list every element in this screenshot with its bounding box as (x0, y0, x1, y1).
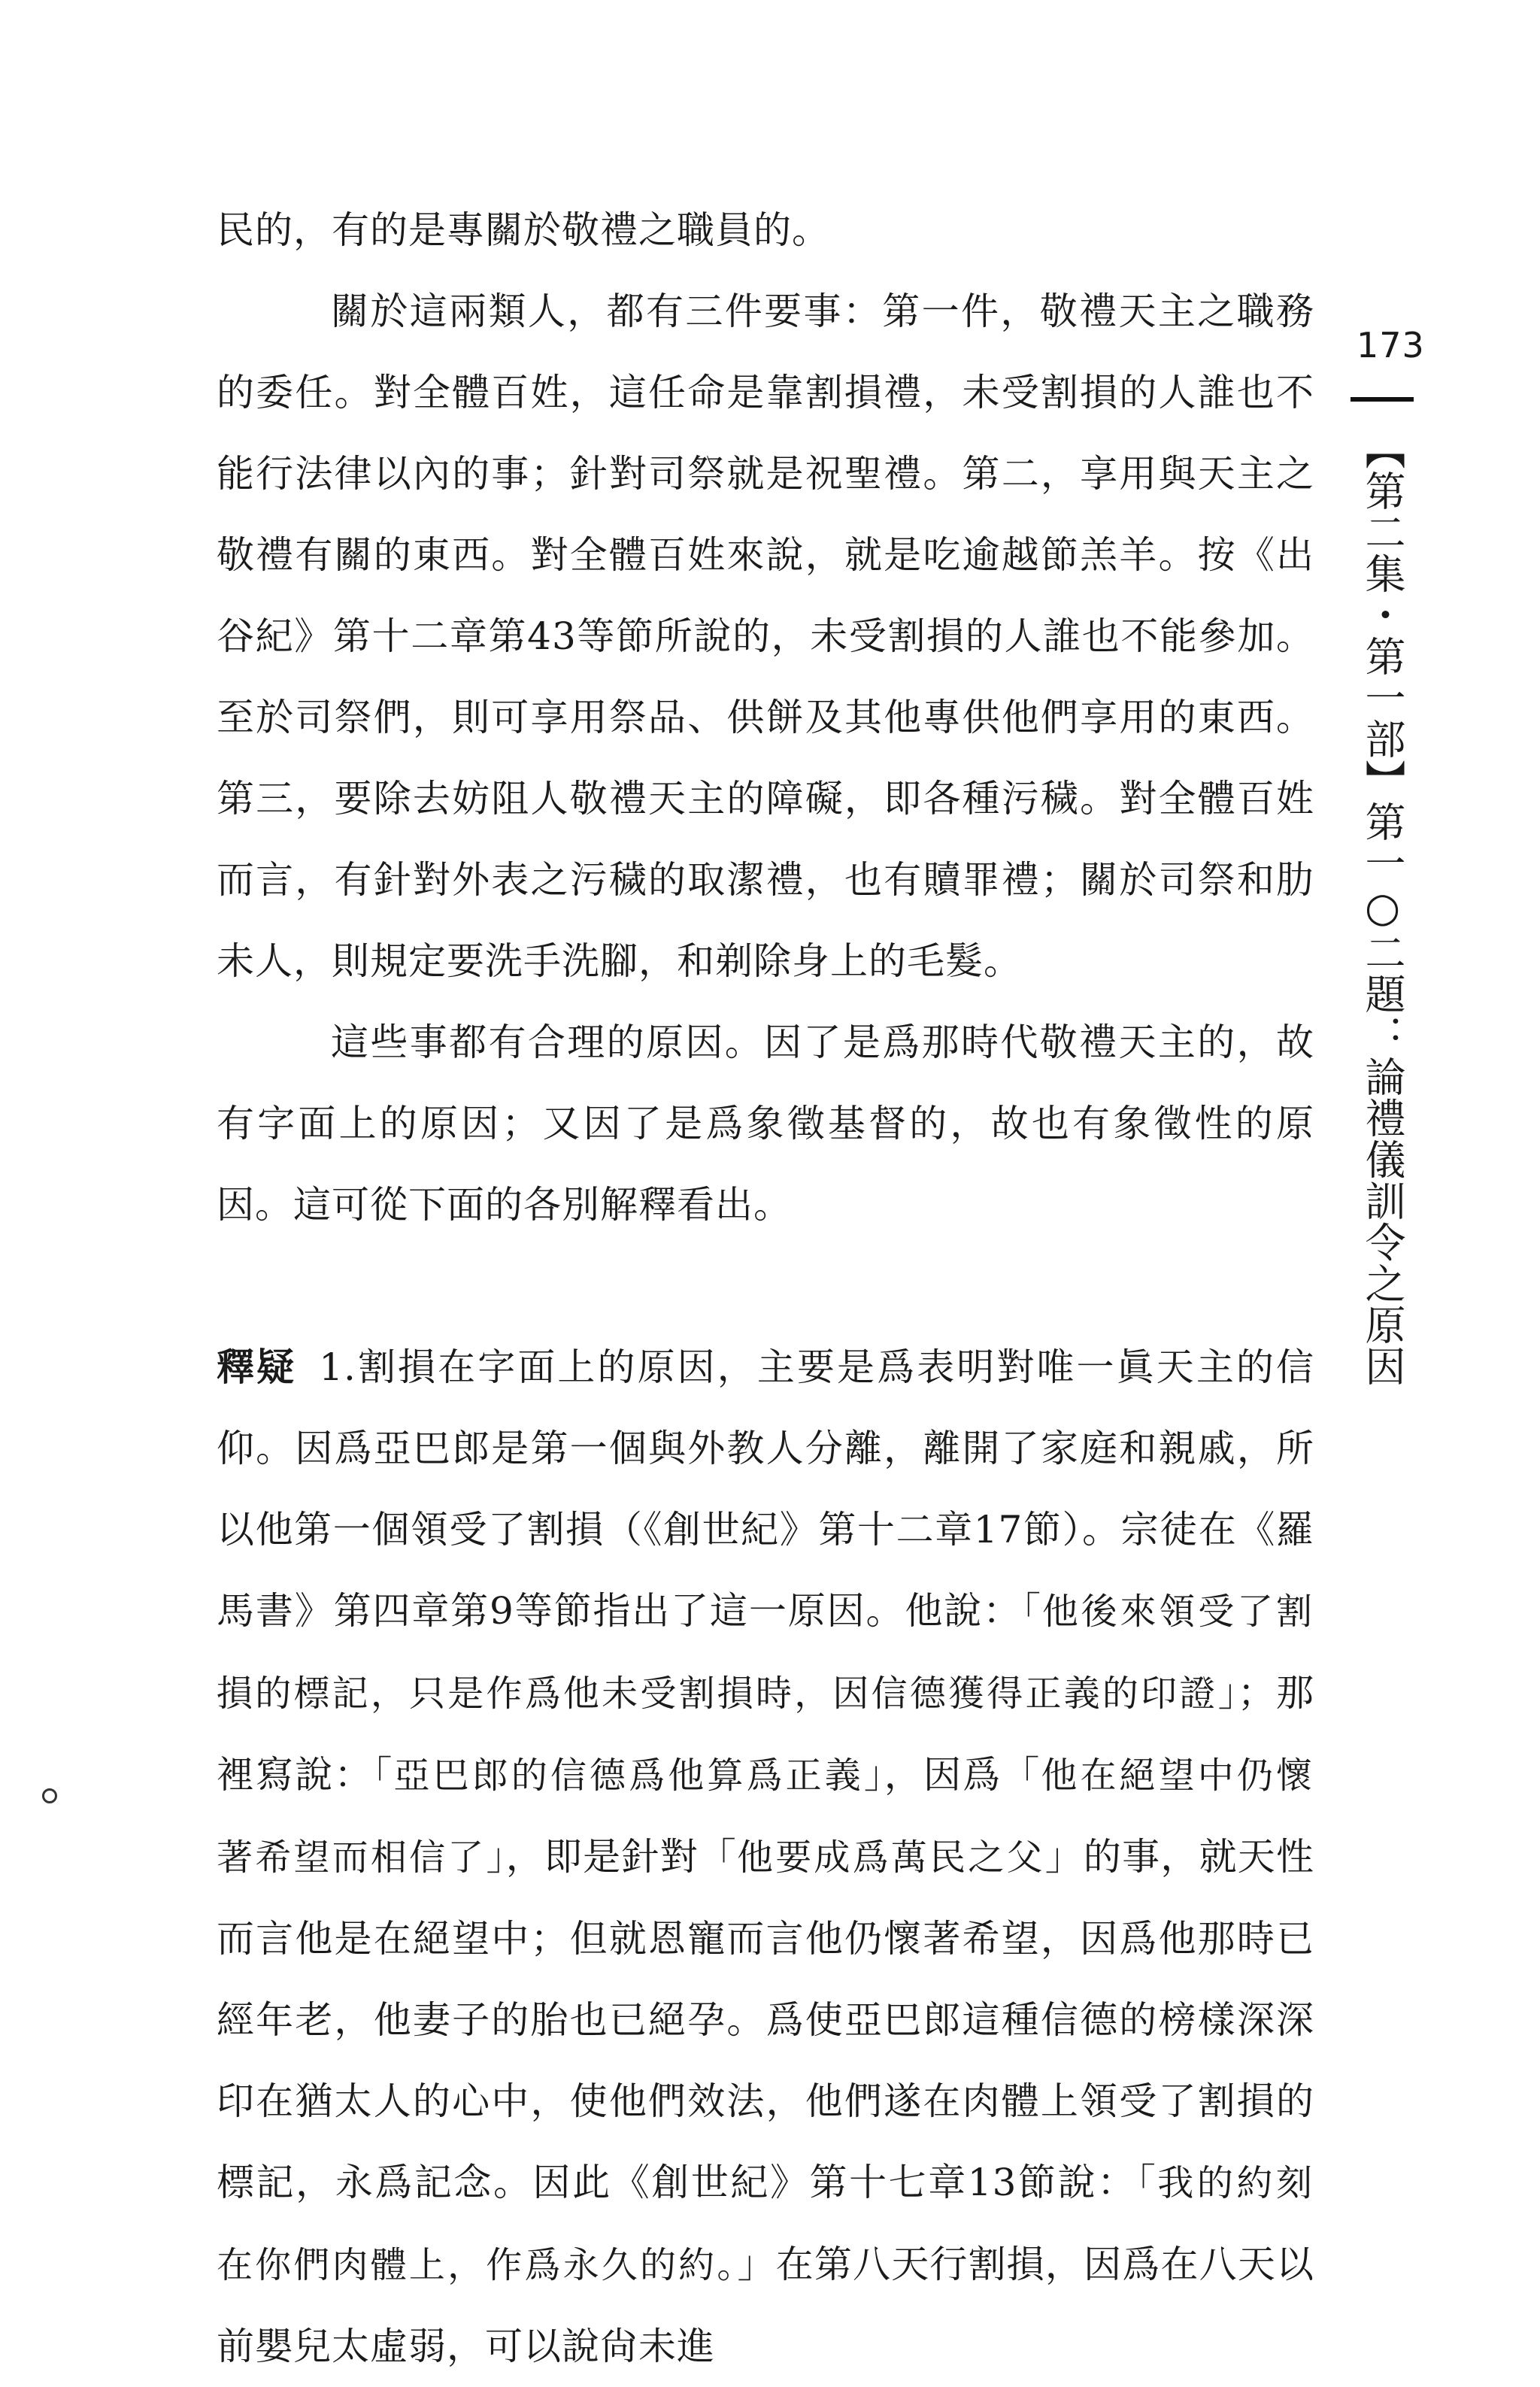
paragraph-gap (217, 1245, 1314, 1327)
reply-text: 」；那裡寫說：「 (217, 1671, 1314, 1797)
quote-hope-believed: 他在絕望中仍懷著希望而相信了 (217, 1755, 1314, 1879)
paragraph-continuation: 民的，有的是專關於敬禮之職員的。 (217, 208, 830, 252)
scan-speck (42, 1788, 57, 1803)
quote-father-of-nations: 他要成爲萬民之父 (737, 1837, 1045, 1879)
page-number: 173 (1357, 325, 1425, 365)
reply-text: 1.割損在字面上的原因，主要是爲表明對唯一眞天主的信仰。因爲亞巴郎是第一個與外教人分離，離開了家庭和親戚，所以他第一個領受了割損（《創世紀》第十二章17節）。宗徒在《羅馬書》第四章第9等節指出了這一原因。他說：「 (217, 1345, 1314, 1633)
reply-label: 釋疑 (217, 1345, 297, 1389)
paragraph-three-matters: 關於這兩類人，都有三件要事：第一件，敬禮天主之職務的委任。對全體百姓，這任命是靠割損禮，未受割損的人誰也不能行法律以內的事；針對司祭就是祝聖禮。第二，享用與天主之敬禮有關的東西。對全體百姓來說，就是吃逾越節羔羊。按《出谷紀》第十二章第43等節所說的，未受割損的人誰也不能參加。至於司祭們，則可享用祭品、供餅及其他專供他們享用的東西。第三，要除去妨阻人敬禮天主的障礙，即各種污穢。對全體百姓而言，有針對外表之污穢的取潔禮，也有贖罪禮；關於司祭和肋未人，則規定要洗手洗腳，和剃除身上的毛髮。 (217, 290, 1314, 983)
header-rule (1351, 397, 1414, 402)
body-text (217, 190, 1314, 2387)
quote-covenant-flesh: 我的約刻在你們肉體上，作爲永久的約。 (217, 2162, 1314, 2286)
reply-text: 」，因爲「 (863, 1753, 1041, 1797)
reply-text: 」的事，就天性而言他是在絕望中；但就恩寵而言他仍懷著希望，因爲他那時已經年老，他妻子的胎也已絕孕。爲使亞巴郎這種信德的榜樣深深印在猶太人的心中，使他們效法，他們遂在肉體上領受了割損的標記，永爲記念。因此《創世紀》第十七章13節說：「 (217, 1835, 1314, 2204)
quote-faith-righteousness: 亞巴郎的信德爲他算爲正義 (393, 1755, 864, 1797)
reply-text: 」，即是針對「 (486, 1835, 737, 1879)
paragraph-reasons: 這些事都有合理的原因。因了是爲那時代敬禮天主的，故有字面上的原因；又因了是爲象徵基督的，故也有象徵性的原因。這可從下面的各別解釋看出。 (217, 1021, 1314, 1227)
quote-romans-circumcision: 他後來領受了割損的標記，只是作爲他未受割損時，因信德獲得正義的印證 (217, 1591, 1314, 1715)
reply-paragraph (217, 1327, 1314, 2387)
running-header: 【第二集・第一部】第一○二題：論禮儀訓令之原因 (1359, 429, 1406, 1387)
reply-text: 」在第八天行割損，因爲在八天以前嬰兒太虛弱，可以說尙未進 (217, 2243, 1314, 2368)
